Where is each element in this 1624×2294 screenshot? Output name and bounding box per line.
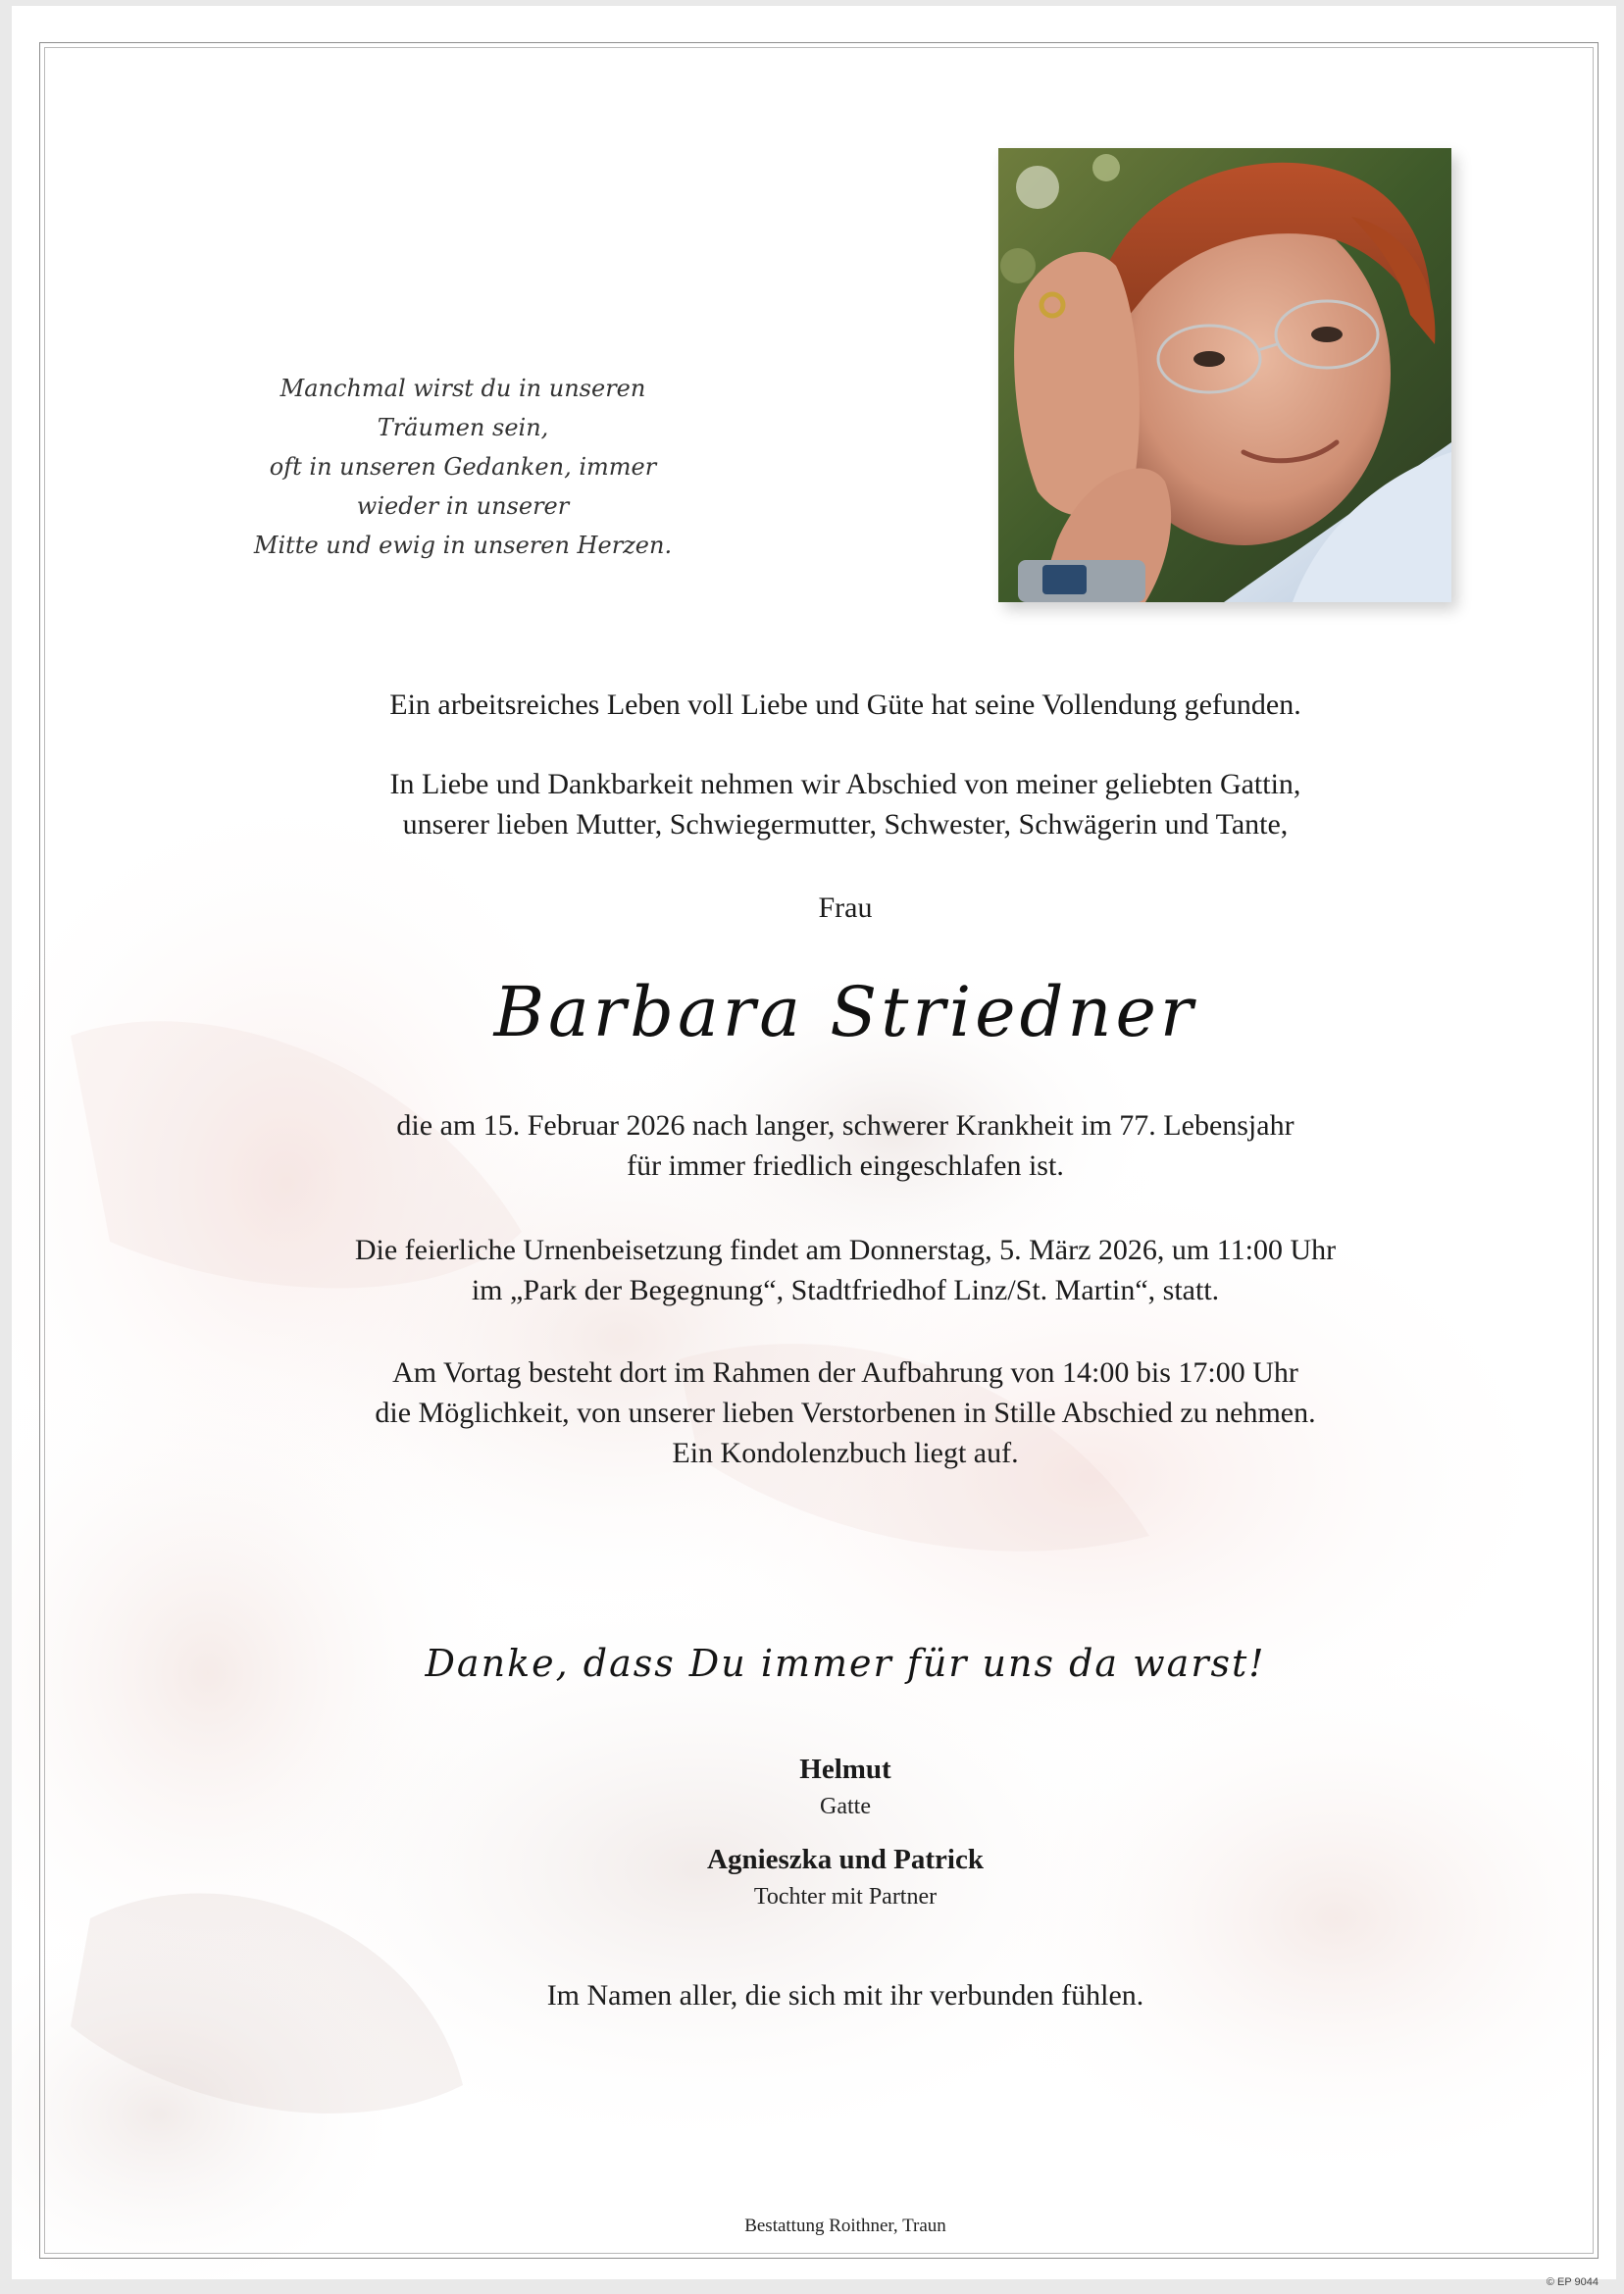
mourner-role: Tochter mit Partner — [753, 1884, 938, 1910]
intro-text: Ein arbeitsreiches Leben voll Liebe und Güte hat seine Vollendung gefunden. — [389, 688, 1301, 721]
closing-line: Im Namen aller, die sich mit ihr verbunden fühlen. — [546, 1979, 1144, 2012]
ceremony-details — [120, 1230, 1571, 1310]
viewing-line: die Möglichkeit, von unserer lieben Verstorbenen in Stille Abschied zu nehmen. — [375, 1397, 1316, 1429]
death-notice-line: für immer friedlich eingeschlafen ist. — [627, 1149, 1064, 1182]
viewing-line: Ein Kondolenzbuch liegt auf. — [672, 1437, 1019, 1469]
ceremony-line: Die feierliche Urnenbeisetzung findet am Donnerstag, 5. März 2026, um 11:00 Uhr — [354, 1234, 1337, 1266]
ceremony-line: im „Park der Begegnung“, Stadtfriedhof Linz/St. Martin“, statt. — [471, 1274, 1220, 1306]
farewell-line: In Liebe und Dankbarkeit nehmen wir Abschied von meiner geliebten Gattin, — [389, 768, 1301, 800]
death-notice-line: die am 15. Februar 2026 nach langer, schwerer Krankheit im 77. Lebensjahr — [396, 1109, 1294, 1142]
farewell-line: unserer lieben Mutter, Schwiegermutter, Schwester, Schwägerin und Tante, — [402, 808, 1289, 841]
viewing-line: Am Vortag besteht dort im Rahmen der Aufbahrung von 14:00 bis 17:00 Uhr — [392, 1356, 1298, 1389]
obituary-sheet — [12, 6, 1616, 2279]
template-code: © EP 9044 — [1546, 2276, 1599, 2288]
mourner-role: Gatte — [820, 1794, 871, 1819]
mourner-name: Agnieszka und Patrick — [707, 1844, 984, 1875]
verse-line: Mitte und ewig in unseren Herzen. — [253, 532, 673, 559]
salutation: Frau — [818, 892, 873, 924]
thanks-line: Danke, dass Du immer für uns da warst! — [425, 1642, 1266, 1685]
portrait-photo — [998, 148, 1451, 602]
farewell-text — [120, 764, 1571, 844]
funeral-home: Bestattung Roithner, Traun — [744, 2216, 946, 2236]
verse-line: Manchmal wirst du in unseren Träumen sein, — [279, 375, 646, 441]
portrait-image — [998, 148, 1451, 602]
death-notice — [120, 1105, 1571, 1186]
deceased-name: Barbara Striedner — [493, 972, 1197, 1052]
mourner-name: Helmut — [799, 1754, 891, 1785]
viewing-details — [120, 1352, 1571, 1473]
verse-line: oft in unseren Gedanken, immer wieder in unserer — [269, 453, 657, 520]
memorial-verse — [228, 369, 698, 565]
